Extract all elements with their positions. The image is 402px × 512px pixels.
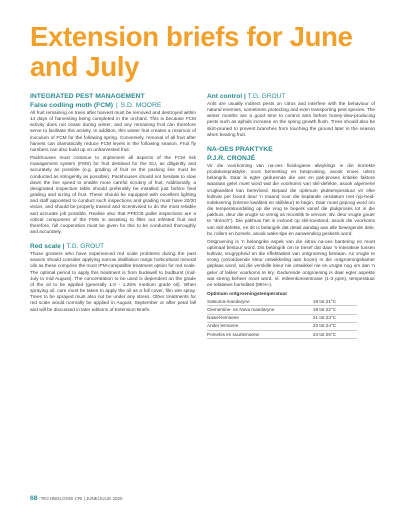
ant-paragraph: Ants are usually indirect pests on citrus and interfere with the behaviour of natural enemies, sometimes protecting and even transporting pest species. The winter months are a good time to control ants before honey-dew-producing pests such as aphids increase on the spring growth flush. Trees should also be skirt-pruned to prevent branches from touching the ground later in the season when bearing fruit. [207, 102, 375, 138]
fcm-paragraph-1: All fruit remaining on trees after harvest must be removed and destroyed within 14 days of harvesting being completed in the orchard. This is because FCM activity does not cease during winter, and any remaining fruit can therefore serve to facilitate this activity. In addition, this winter fruit creates a reservoir of inoculum of FCM for the following spring. Conversely, removal of all fruit after harvest can dramatically reduce FCM levels in the following season. Fruit fly numbers can also build up on unharvested fruit. [30, 111, 196, 153]
table-row [207, 314, 357, 322]
naoes-author: P.J.R. CRONJÉ [207, 154, 256, 162]
ant-subject: Ant control [207, 93, 243, 100]
cultivar-name: Pomelos en suurlemoene [207, 331, 313, 339]
ant-separator: | [244, 93, 246, 100]
table-row [207, 331, 357, 339]
table-row [207, 322, 357, 330]
section-heading-ipm: INTEGRATED PEST MANAGEMENT [30, 93, 145, 100]
temperature-table [207, 298, 357, 339]
redscale-subject: Red scale [30, 243, 61, 251]
table-row [207, 306, 357, 314]
page-footer [30, 495, 123, 502]
cultivar-name: Nawel-lemoene [207, 314, 313, 322]
temperature-value: 23 tot 24°C [313, 322, 357, 330]
temperature-value: 18 tot 21°C [313, 298, 337, 304]
left-column [30, 92, 196, 316]
page-number: 68 [30, 495, 38, 502]
cultivar-name: Satsuma-mandaryne [207, 298, 250, 304]
temperature-value: 19 tot 22°C [313, 306, 357, 314]
redscale-heading [30, 242, 196, 251]
table-row [207, 298, 357, 306]
redscale-author: T.G. GROUT [66, 243, 105, 251]
section-heading-naoes: NA-OES PRAKTYKE [207, 145, 273, 153]
fcm-author: S.D. MOORE [120, 102, 162, 109]
temperature-table-title: Optimum ontgroeningstemperatuur [207, 292, 288, 298]
fcm-separator: | [115, 102, 118, 109]
cultivar-name: Ander lemoene [207, 322, 313, 330]
redscale-separator: | [62, 243, 65, 251]
publication-info: TECHNOLOGIE CRI | JUNE/JULIE 2020 [40, 496, 123, 501]
right-column [207, 92, 375, 339]
naoes-paragraph-2: Ontgroening is 'n belangrike aspek van die sitrus na-oes hantering en moet optimaal bestuur word. Dis belangrik om te besef dat daar 'n interaksie tussen kultivar, vrugrypheid en die effektiwiteit van ontgroening bestaan. As vrugte te vroeg (onvoldoende kleur ontwikkeling aan boom) in die ontgroeningskamer geplaas word, sal die verskille kleur nie ontwikkel nie en vrugte nog om dan 'n geler of lakker voorkoms te kry. Gedurende ontgroening is daar egter aspekte wat streng beheer moet word, nl. etileenkonsentrasie (1-3 ppm), temperatuur en relatiewe humiditeit (95%+). [207, 239, 375, 288]
page-title: Extension briefs for June and July [30, 21, 353, 82]
ant-heading [207, 92, 375, 101]
fcm-paragraph-2: Packhouses must continue to implement all aspects of the FCM risk management system (FMS) for fruit destined for the EU, as diligently and accurately as possible (e.g. grading of fruit on the packing line must be conducted as stringently as possible). Packhouses should not hesitate to slow down the line speed to enable more careful scrutiny of fruit. Additionally, a designated inspection table should preferably be installed just before final grading and sizing of fruit. These should be equipped with excellent lighting and staff appointed to conduct such inspections and grading must have 20/20 vision, and should be properly trained and incentivised to do the most reliable and accurate job possible. Realise also that PPECB pallet inspections are a critical component of the FMS in assisting to filter out infested fruit and therefore, full cooperation must be given for this to be conducted thoroughly and accurately. [30, 156, 196, 235]
naoes-paragraph-1: Vir die voorkoming van na-oes fisiologiese afwykings is die korrekte produksiepraktyke, soos bemesting en besproeiing, asook snoei, uiters belangrik. Daar is egter gedurende die oes en pak-proses kritieke faktore waaraan gelet moet word wat die voorkoms van skil-defekte, asook algemene vrugkwaliteit kan beïnvloed. Bepaal die optimum pluktemperatuur vir elke kultivar per boord deur 'n maand voor die beplande oesdatum met ryp-heid-indeksering (interne kwaliteit en skilkleur) te begin. Daar moet gepoog word om die temperatuurdaling op die vrug te beperk vanaf die plukproses tot in die pakhuis, deur die vrugte so vinnig as moontlik te vervoer. Bv. deur vrugte gouer te "drench"). Die pakhuis het in invloed op skil-toestand, asook die voorkoms van skil-defekte, en dit is belangrik dat detail aandag aan alle bewegende dele, bv. rollers en borsels, asook waks-tipe en aanwending geskenk word. [207, 163, 375, 237]
cultivar-name: Clementine- en Nova mandaryne [207, 306, 313, 314]
fcm-heading [30, 101, 196, 110]
ant-author: T.G. GROUT [247, 93, 286, 100]
redscale-paragraph: Those growers who have experienced red scale problems during the past season should consider applying narrow distillation range horticultural mineral oils as these comprise the most IPM-compatible treatment option for red scale. The optimal period to apply this treatment is from budswell to budburst (mid-July to mid-August). The concentration to be used is dependent on the grade of the oil to be applied (generally 1.0 - 1.25% medium grade oil). When spraying oil, care must be taken to apply the oil as a full cover, film wet spray. Trees to be sprayed must also not be under any stress. Other treatments for red scale would normally be applied in August, September or after petal fall and will be discussed in later editions of Extension Briefs. [30, 252, 196, 313]
temperature-value: 21 tot 23°C [313, 314, 357, 322]
fcm-subject: False codling moth (FCM) [30, 102, 114, 109]
temperature-value: 24 tot 25°C [313, 331, 357, 339]
